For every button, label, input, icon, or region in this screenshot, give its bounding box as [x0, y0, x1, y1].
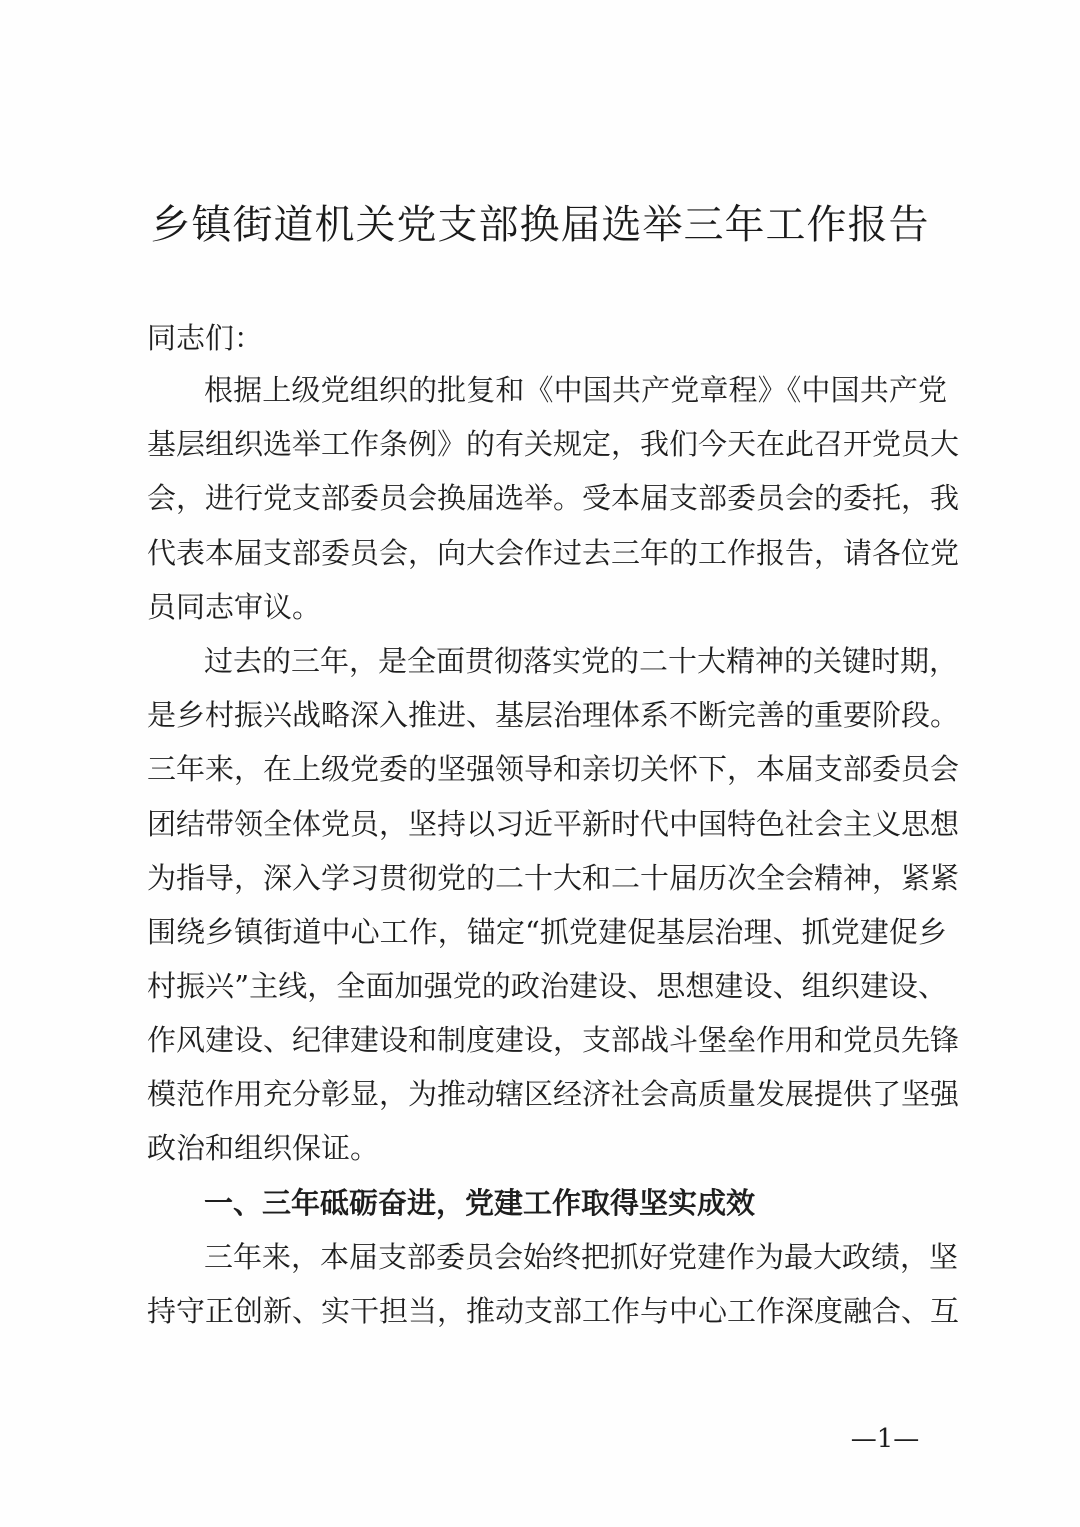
page-number: —1— — [850, 1424, 920, 1454]
paragraph-line: 三年来，本届支部委员会始终把抓好党建作为最大政绩，坚 — [204, 1240, 959, 1274]
paragraph-line: 模范作用充分彰显，为推动辖区经济社会高质量发展提供了坚强 — [147, 1077, 960, 1111]
document-title: 乡镇街道机关党支部换届选举三年工作报告 — [150, 202, 930, 248]
paragraph-line: 持守正创新、实干担当，推动支部工作与中心工作深度融合、互 — [147, 1294, 960, 1328]
paragraph-line: 基层组织选举工作条例》的有关规定，我们今天在此召开党员大 — [147, 427, 960, 461]
section-heading: 一、三年砥砺奋进，党建工作取得坚实成效 — [204, 1186, 756, 1220]
paragraph-line: 为指导，深入学习贯彻党的二十大和二十届历次全会精神，紧紧 — [147, 861, 960, 895]
paragraph-line: 政治和组织保证。 — [147, 1131, 380, 1165]
paragraph-line: 三年来，在上级党委的坚强领导和亲切关怀下，本届支部委员会 — [147, 752, 960, 786]
paragraph-line: 围绕乡镇街道中心工作，锚定“抓党建促基层治理、抓党建促乡 — [147, 915, 947, 949]
paragraph-line: 员同志审议。 — [147, 590, 322, 624]
paragraph-line: 是乡村振兴战略深入推进、基层治理体系不断完善的重要阶段。 — [147, 698, 960, 732]
salutation: 同志们： — [147, 321, 264, 355]
paragraph-line: 根据上级党组织的批复和《中国共产党章程》《中国共产党 — [204, 373, 947, 407]
paragraph-line: 代表本届支部委员会，向大会作过去三年的工作报告，请各位党 — [147, 536, 960, 570]
paragraph-line: 作风建设、纪律建设和制度建设，支部战斗堡垒作用和党员先锋 — [147, 1023, 960, 1057]
paragraph-line: 村振兴”主线，全面加强党的政治建设、思想建设、组织建设、 — [147, 969, 947, 1003]
paragraph-line: 会，进行党支部委员会换届选举。受本届支部委员会的委托，我 — [147, 481, 960, 515]
paragraph-line: 过去的三年，是全面贯彻落实党的二十大精神的关键时期， — [204, 644, 959, 678]
paragraph-line: 团结带领全体党员，坚持以习近平新时代中国特色社会主义思想 — [147, 807, 960, 841]
